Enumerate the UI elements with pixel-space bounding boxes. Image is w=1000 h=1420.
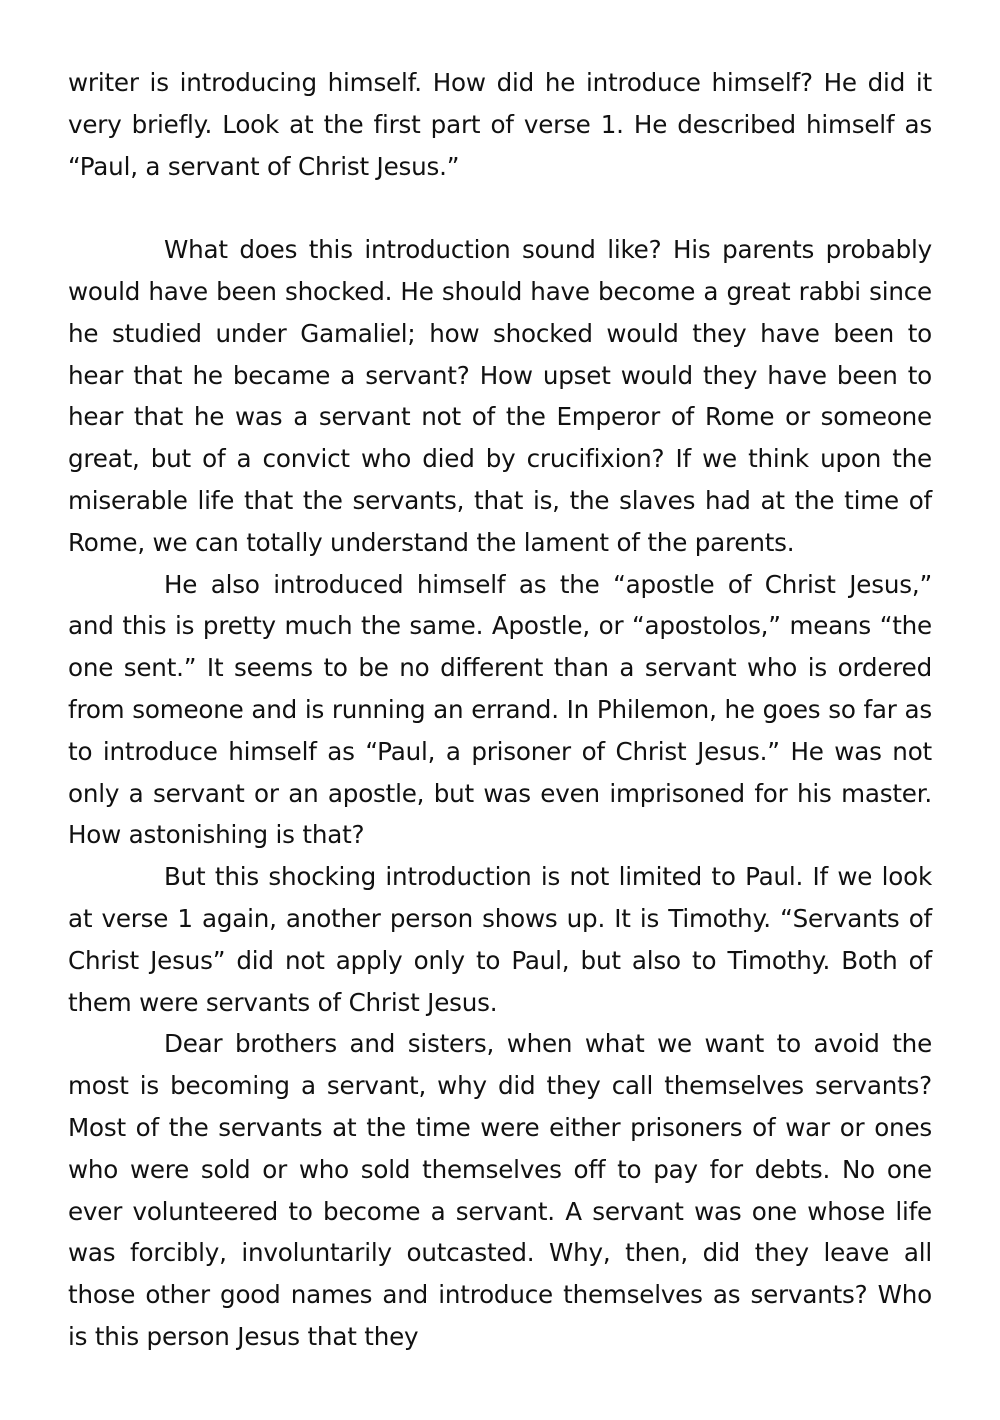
body-text: [68, 62, 932, 1358]
paragraph-3: He also introduced himself as the “apostle of Christ Jesus,” and this is pretty much the same. Apostle, or “apostolos,” means “the one sent.” It seems to be no different than a servant who is ordered from someone and is running an errand. In Philemon, he goes so far as to introduce himself as “Paul, a prisoner of Christ Jesus.” He was not only a servant or an apostle, but was even imprisoned for his master. How astonishing is that?: [68, 569, 932, 850]
paragraph-1: writer is introducing himself. How did he introduce himself? He did it very briefly. Look at the first part of verse 1. He described himself as “Paul, a servant of Christ Jesus.”: [68, 68, 932, 181]
paragraph-2: What does this introduction sound like? His parents probably would have been shocked. He should have become a great rabbi since he studied under Gamaliel; how shocked would they have been to hear that he became a servant? How upset would they have been to hear that he was a servant not of the Emperor of Rome or someone great, but of a convict who died by crucifixion? If we think upon the miserable life that the servants, that is, the slaves had at the time of Rome, we can totally understand the lament of the parents.: [68, 235, 932, 557]
paragraph-5: Dear brothers and sisters, when what we want to avoid the most is becoming a servant, why did they call themselves servants? Most of the servants at the time were either prisoners of war or ones who were sold or who sold themselves off to pay for debts. No one ever volunteered to become a servant. A servant was one whose life was forcibly, involuntarily outcasted. Why, then, did they leave all those other good names and introduce themselves as servants? Who is this person Jesus that they: [68, 1029, 932, 1351]
paragraph-4: But this shocking introduction is not limited to Paul. If we look at verse 1 again, another person shows up. It is Timothy. “Servants of Christ Jesus” did not apply only to Paul, but also to Timothy. Both of them were servants of Christ Jesus.: [68, 862, 932, 1017]
